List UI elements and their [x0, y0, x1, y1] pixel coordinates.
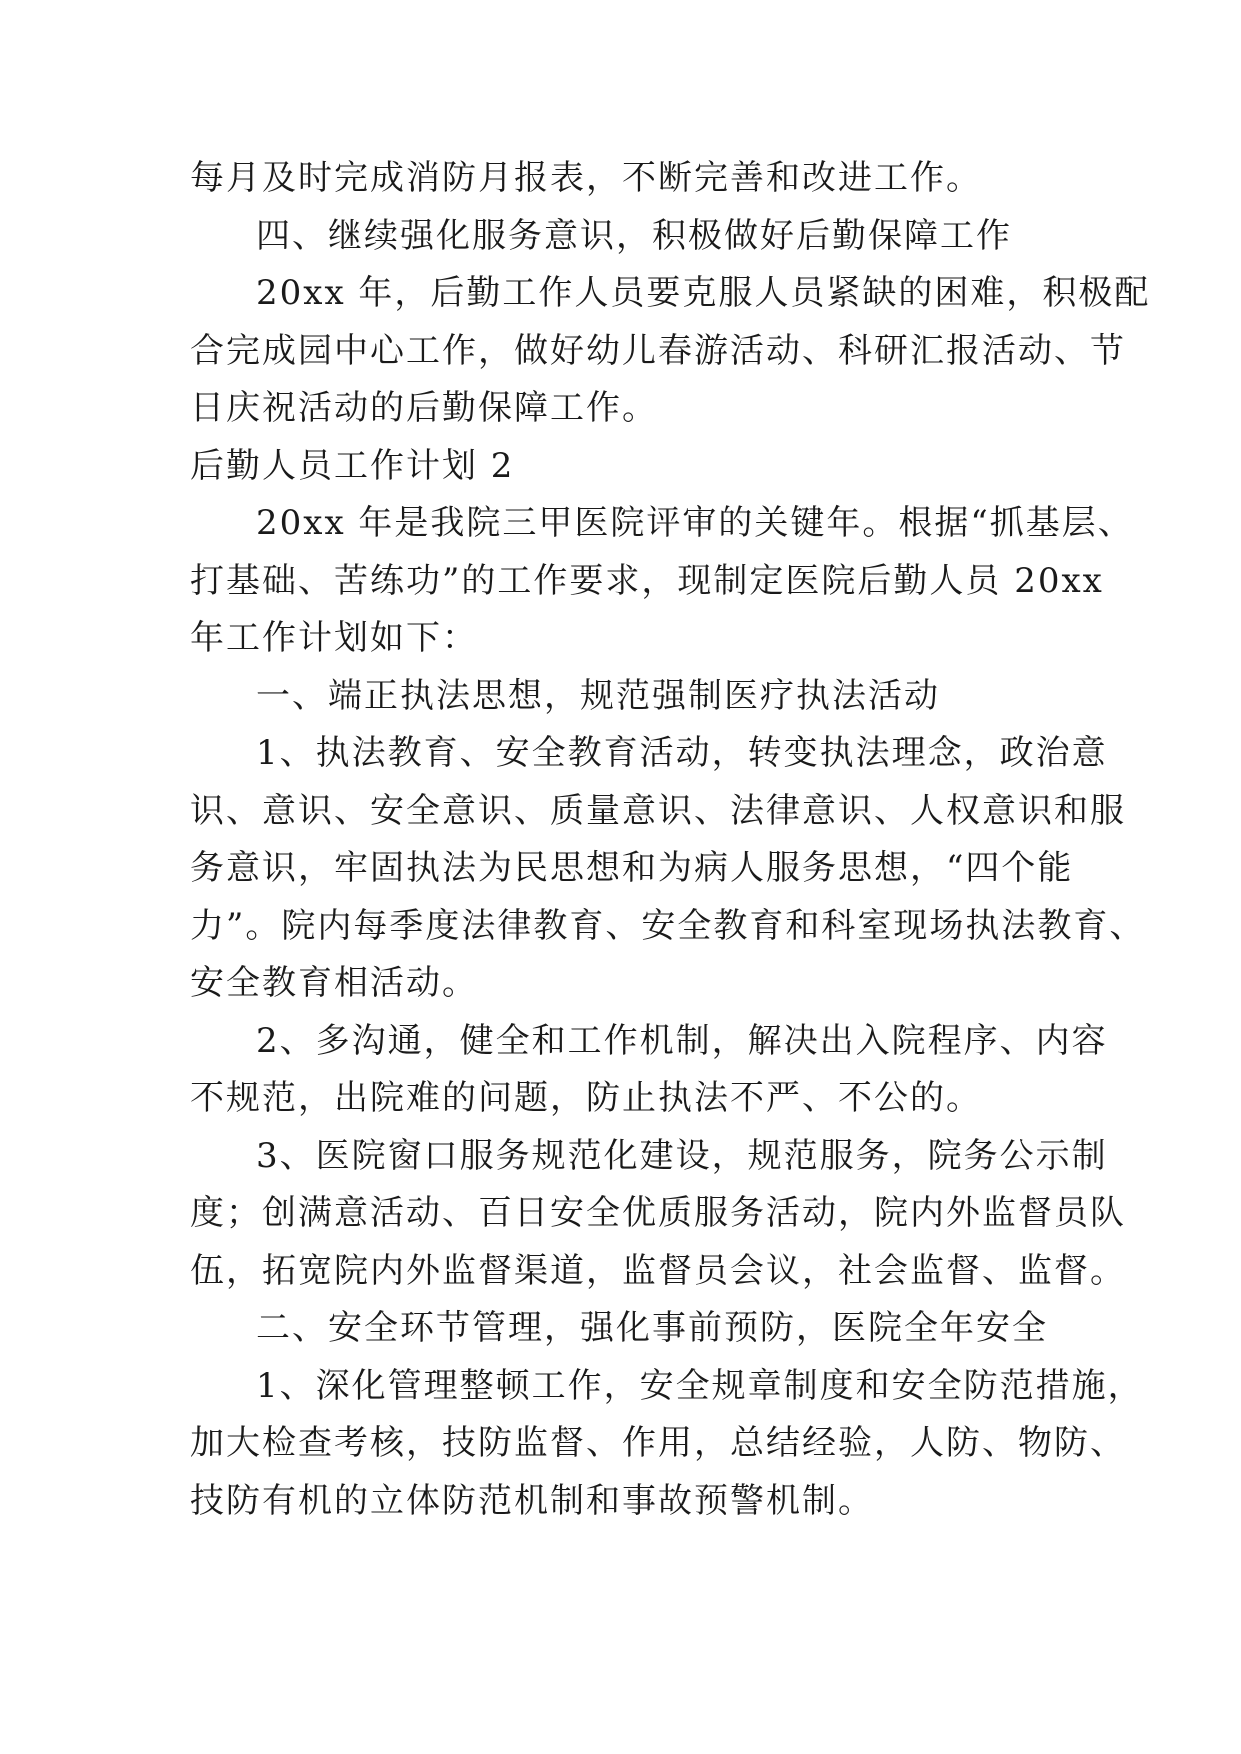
paragraph-line: 务意识，牢固执法为民思想和为病人服务思想，“四个能	[190, 848, 1074, 888]
paragraph-line: 力”。院内每季度法律教育、安全教育和科室现场执法教育、	[190, 905, 1146, 946]
paragraph-line: 识、意识、安全意识、质量意识、法律意识、人权意识和服	[190, 790, 1126, 831]
paragraph-line: 1、执法教育、安全教育活动，转变执法理念，政治意	[256, 733, 1108, 773]
paragraph-line: 不规范，出院难的问题，防止执法不严、不公的。	[190, 1078, 982, 1118]
paragraph-line: 技防有机的立体防范机制和事故预警机制。	[190, 1480, 874, 1521]
document-title: 后勤人员工作计划 2	[190, 445, 515, 486]
paragraph-line: 日庆祝活动的后勤保障工作。	[190, 388, 658, 428]
section-heading: 一、端正执法思想，规范强制医疗执法活动	[256, 675, 940, 716]
text-line: 每月及时完成消防月报表，不断完善和改进工作。	[190, 158, 982, 198]
paragraph-line: 安全教育相活动。	[190, 963, 478, 1003]
section-heading: 二、安全环节管理，强化事前预防，医院全年安全	[256, 1308, 1048, 1348]
paragraph-line: 1、深化管理整顿工作，安全规章制度和安全防范措施，	[256, 1365, 1144, 1406]
paragraph-line: 加大检查考核，技防监督、作用，总结经验，人防、物防、	[190, 1423, 1126, 1463]
paragraph-line: 3、医院窗口服务规范化建设，规范服务，院务公示制	[256, 1135, 1108, 1176]
paragraph-line: 20xx 年是我院三甲医院评审的关键年。根据“抓基层、	[256, 503, 1134, 543]
paragraph-line: 打基础、苦练功”的工作要求，现制定医院后勤人员 20xx	[190, 560, 1104, 601]
paragraph-line: 2、多沟通，健全和工作机制，解决出入院程序、内容	[256, 1020, 1108, 1061]
section-heading: 四、继续强化服务意识，积极做好后勤保障工作	[256, 215, 1012, 256]
paragraph-line: 度；创满意活动、百日安全优质服务活动，院内外监督员队	[190, 1193, 1126, 1233]
paragraph-line: 合完成园中心工作，做好幼儿春游活动、科研汇报活动、节	[190, 330, 1126, 371]
paragraph-line: 年工作计划如下：	[190, 618, 478, 658]
document-body	[190, 150, 1151, 1530]
paragraph-line: 伍，拓宽院内外监督渠道，监督员会议，社会监督、监督。	[190, 1250, 1126, 1291]
paragraph-line: 20xx 年，后勤工作人员要克服人员紧缺的困难，积极配	[256, 273, 1151, 313]
